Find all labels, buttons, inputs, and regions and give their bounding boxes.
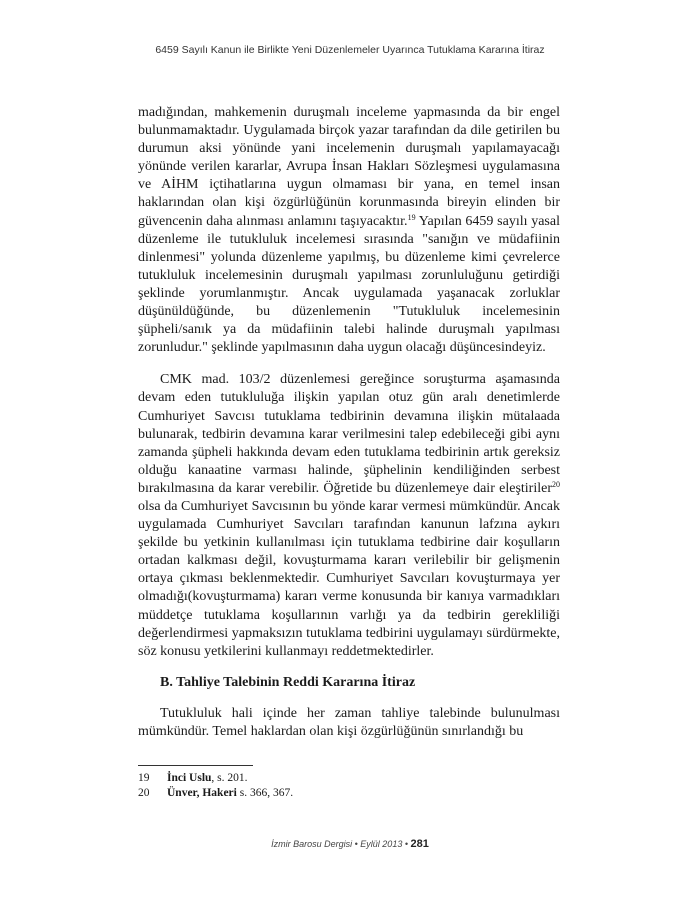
paragraph <box>138 104 560 357</box>
footnote-number: 20 <box>138 787 150 799</box>
section-heading: B. Tahliye Talebinin Reddi Kararına İtiraz <box>160 674 416 690</box>
footnote-ref[interactable]: 20 <box>552 479 560 489</box>
footnote-number: 19 <box>138 772 150 784</box>
paragraph-text: madığından, mahkemenin duruşmalı inceleme yapmasında da bir engel bulunmamaktadır. Uygulamada birçok yazar tarafından da dile getirilen bu durumun aksi yönünde yani incelemenin duruşmalı yapılamayacağı yönünde verilen kararlar, Avrupa İnsan Hakları Sözleşmesi uygulamasına ve AİHM içtihatlarına uygun olmaması bir yana, en temel insan haklarından olan kişi özgürlüğünün korunmasında bireyin elinden bir güvencenin daha alınması anlamını taşıyacaktır. <box>138 105 560 229</box>
paragraph: Tutukluluk hali içinde her zaman tahliye talebinde bulunulması mümkündür. Temel haklardan olan kişi özgürlüğünün sınırlandığı bu <box>138 705 560 739</box>
journal-name: İzmir Barosu Dergisi • Eylül 2013 • <box>271 839 408 849</box>
running-header: 6459 Sayılı Kanun ile Birlikte Yeni Düzenlemeler Uyarınca Tutuklama Kararına İtiraz <box>155 44 545 56</box>
paragraph-text: CMK mad. 103/2 düzenlemesi gereğince soruşturma aşamasında devam eden tutukluluğa ilişkin yapılan otuz gün aralı denetimlerde Cumhuriyet Savcısı tutuklama tedbirinin devamına ilişkin mütalaada bulunarak, tedbirin devamına karar verilmesini talep edebileceği gibi aynı zamanda şüpheli hakkında devam eden tutuklama tedbirinin artık gereksiz olduğu kanaatine varması halinde, şüphelinin kendiliğinden serbest bırakılmasına da karar verebilir. Öğretide bu düzenlemeye dair eleştiriler <box>138 372 560 496</box>
footnote-reference: s. 366, 367. <box>236 787 294 799</box>
page-number: 281 <box>410 838 429 850</box>
footnote <box>138 786 560 801</box>
paragraph-text: olsa da Cumhuriyet Savcısının bu yönde karar vermesi mümkündür. Ancak uygulamada Cumhuriyet Savcıları tarafından kanunun lafzına aykırı şekilde bu yetkinin kullanılması için tutuklama tedbirine dair koşulların ortadan kalkması değil, kovuşturmama kararı verilebilir bir gelişmenin ortaya çıkması beklenmektedir. Cumhuriyet Savcıları kovuşturmaya yer olmadığı(kovuşturmama) kararı verme konusunda bir kanıya varmadıkları müddetçe tutuklama koşullarının varlığı ya da tedbirin gerekliliği değerlendirmesi yapmaksızın tutuklama tedbirini uygulamayı sürdürmekte, söz konusu yetkilerini kullanmayı reddetmektedirler. <box>138 498 560 659</box>
page-body <box>138 104 560 741</box>
footnote-author: Ünver, Hakeri <box>167 787 237 799</box>
page-footer <box>0 838 700 850</box>
footnote <box>138 771 560 786</box>
footnote-divider <box>138 765 253 766</box>
footnote-reference: , s. 201. <box>211 772 248 784</box>
footnotes <box>138 771 560 801</box>
paragraph <box>138 371 560 661</box>
paragraph-text: Yapılan 6459 sayılı yasal düzenleme ile tutukluluk incelemesi sırasında "sanığın ve müdafiinin dinlenmesi" yolunda düzenleme yapılmış, bu düzenleme kimi çevrelerce tutukluluk incelemesinin duruşmalı yapılması zorunluluğunu getirdiği şeklinde yorumlanmıştır. Ancak uygulamada yaşanacak zorluklar düşünüldüğünde, bu düzenlemenin "Tutukluluk incelemesinin şüpheli/sanık ya da müdafiinin talebi halinde duruşmalı yapılması zorunludur." şeklinde yapılmasının daha uygun olacağı düşüncesindeyiz. <box>138 213 560 356</box>
footnote-author: İnci Uslu <box>167 772 212 784</box>
footnote-ref[interactable]: 19 <box>407 212 416 222</box>
